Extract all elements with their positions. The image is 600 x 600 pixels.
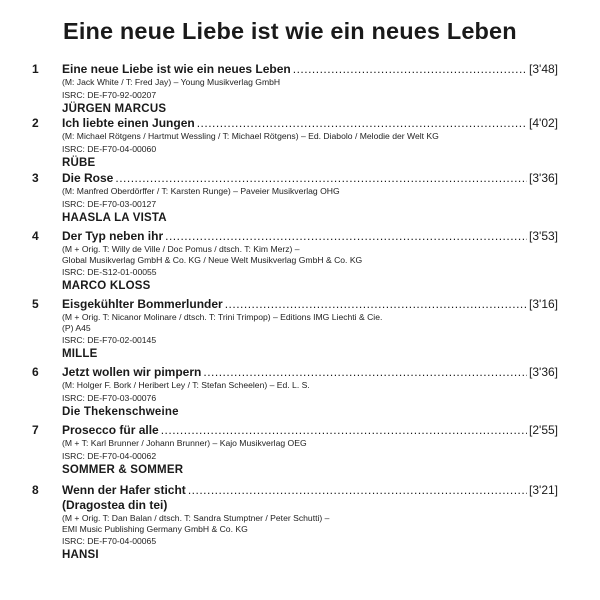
track-isrc: ISRC: DE-F70-04-00065 [62,536,157,547]
credit-line: EMI Music Publishing Germany GmbH & Co. KG [62,523,248,534]
credit-line: (M + Orig. T: Nicanor Molinare / dtsch. T: Trini Trimpop) – Editions IMG Liechti & Cie. [62,312,383,322]
credit-line: (M + T: Karl Brunner / Johann Brunner) – Kajo Musikverlag OEG [62,438,307,448]
track-number: 8 [32,483,39,497]
track-artist: SOMMER & SOMMER [62,463,184,476]
track-isrc: ISRC: DE-F70-03-00127 [62,198,157,209]
track-duration: [3'36] [529,365,558,379]
track-title: Prosecco für alle [62,423,159,437]
track-number: 6 [32,365,39,379]
page-title: Eine neue Liebe ist wie ein neues Leben [63,18,517,44]
track-title: Die Rose [62,171,114,185]
track-title: Der Typ neben ihr [62,229,164,243]
track-credits [62,438,562,449]
dot-leader [188,483,527,498]
dot-leader [197,116,527,131]
track-title-row [62,116,558,131]
credit-line: Global Musikverlag GmbH & Co. KG / Neue Welt Musikverlag GmbH & Co. KG [62,254,363,265]
track-credits [62,244,562,265]
track-artist: HAASLA LA VISTA [62,211,167,224]
track-isrc: ISRC: DE-F70-02-00145 [62,335,157,346]
track-number: 3 [32,171,39,185]
track-title-row [62,229,558,244]
credit-line: (M: Holger F. Bork / Heribert Ley / T: Stefan Scheelen) – Ed. L. S. [62,380,310,390]
track-credits [62,77,562,88]
track-artist: HANSI [62,549,99,562]
track-duration: [2'55] [529,423,558,437]
track-artist: MARCO KLOSS [62,280,151,293]
track-artist: RÜBE [62,156,96,169]
track-title: Eine neue Liebe ist wie ein neues Leben [62,62,291,76]
track-artist: MILLE [62,348,98,361]
track-credits [62,312,562,333]
track-number: 1 [32,62,39,76]
track-number: 7 [32,423,39,437]
track-artist: JÜRGEN MARCUS [62,102,167,115]
track-credits [62,380,562,391]
track-6 [32,365,562,422]
track-isrc: ISRC: DE-F70-04-00062 [62,450,157,461]
track-duration: [3'16] [529,297,558,311]
track-5 [32,297,562,364]
track-title-row [62,62,558,77]
track-title-row [62,423,558,438]
track-subtitle: (Dragostea din tei) [62,498,168,512]
credit-line: (P) A45 [62,322,91,333]
track-number: 5 [32,297,39,311]
track-title: Wenn der Hafer sticht [62,483,186,497]
credit-line: (M + Orig. T: Willy de Ville / Doc Pomus / dtsch. T: Kim Merz) – [62,244,300,254]
track-title-row [62,171,558,186]
credit-line: (M: Michael Rötgens / Hartmut Wessling / T: Michael Rötgens) – Ed. Diabolo / Melodie der Welt KG [62,131,439,141]
track-credits [62,131,562,142]
dot-leader [115,171,527,186]
track-title-row [62,365,558,380]
track-title-row [62,297,558,312]
dot-leader [165,229,527,244]
dot-leader [161,423,527,438]
track-1 [32,62,562,119]
track-7 [32,423,562,480]
credit-line: (M: Jack White / T: Fred Jay) – Young Musikverlag GmbH [62,77,281,87]
track-2 [32,116,562,173]
track-duration: [3'21] [529,483,558,497]
track-title: Jetzt wollen wir pimpern [62,365,202,379]
track-number: 4 [32,229,39,243]
track-isrc: ISRC: DE-F70-92-00207 [62,89,157,100]
track-title-row [62,483,558,498]
track-duration: [3'48] [529,62,558,76]
track-3 [32,171,562,228]
credit-line: (M + Orig. T: Dan Balan / dtsch. T: Sandra Stumptner / Peter Schutti) – [62,513,330,523]
track-title: Ich liebte einen Jungen [62,116,195,130]
track-credits [62,513,562,534]
dot-leader [225,297,527,312]
track-number: 2 [32,116,39,130]
track-isrc: ISRC: DE-F70-03-00076 [62,392,157,403]
track-duration: [3'36] [529,171,558,185]
track-credits [62,186,562,197]
track-duration: [3'53] [529,229,558,243]
dot-leader [293,62,527,77]
track-8 [32,483,562,565]
track-4 [32,229,562,296]
track-artist: Die Thekenschweine [62,405,179,418]
dot-leader [203,365,527,380]
track-isrc: ISRC: DE-F70-04-00060 [62,143,157,154]
track-duration: [4'02] [529,116,558,130]
track-title: Eisgekühlter Bommerlunder [62,297,223,311]
credit-line: (M: Manfred Oberdörffer / T: Karsten Runge) – Paveier Musikverlag OHG [62,186,340,196]
track-isrc: ISRC: DE-S12-01-00055 [62,267,157,278]
